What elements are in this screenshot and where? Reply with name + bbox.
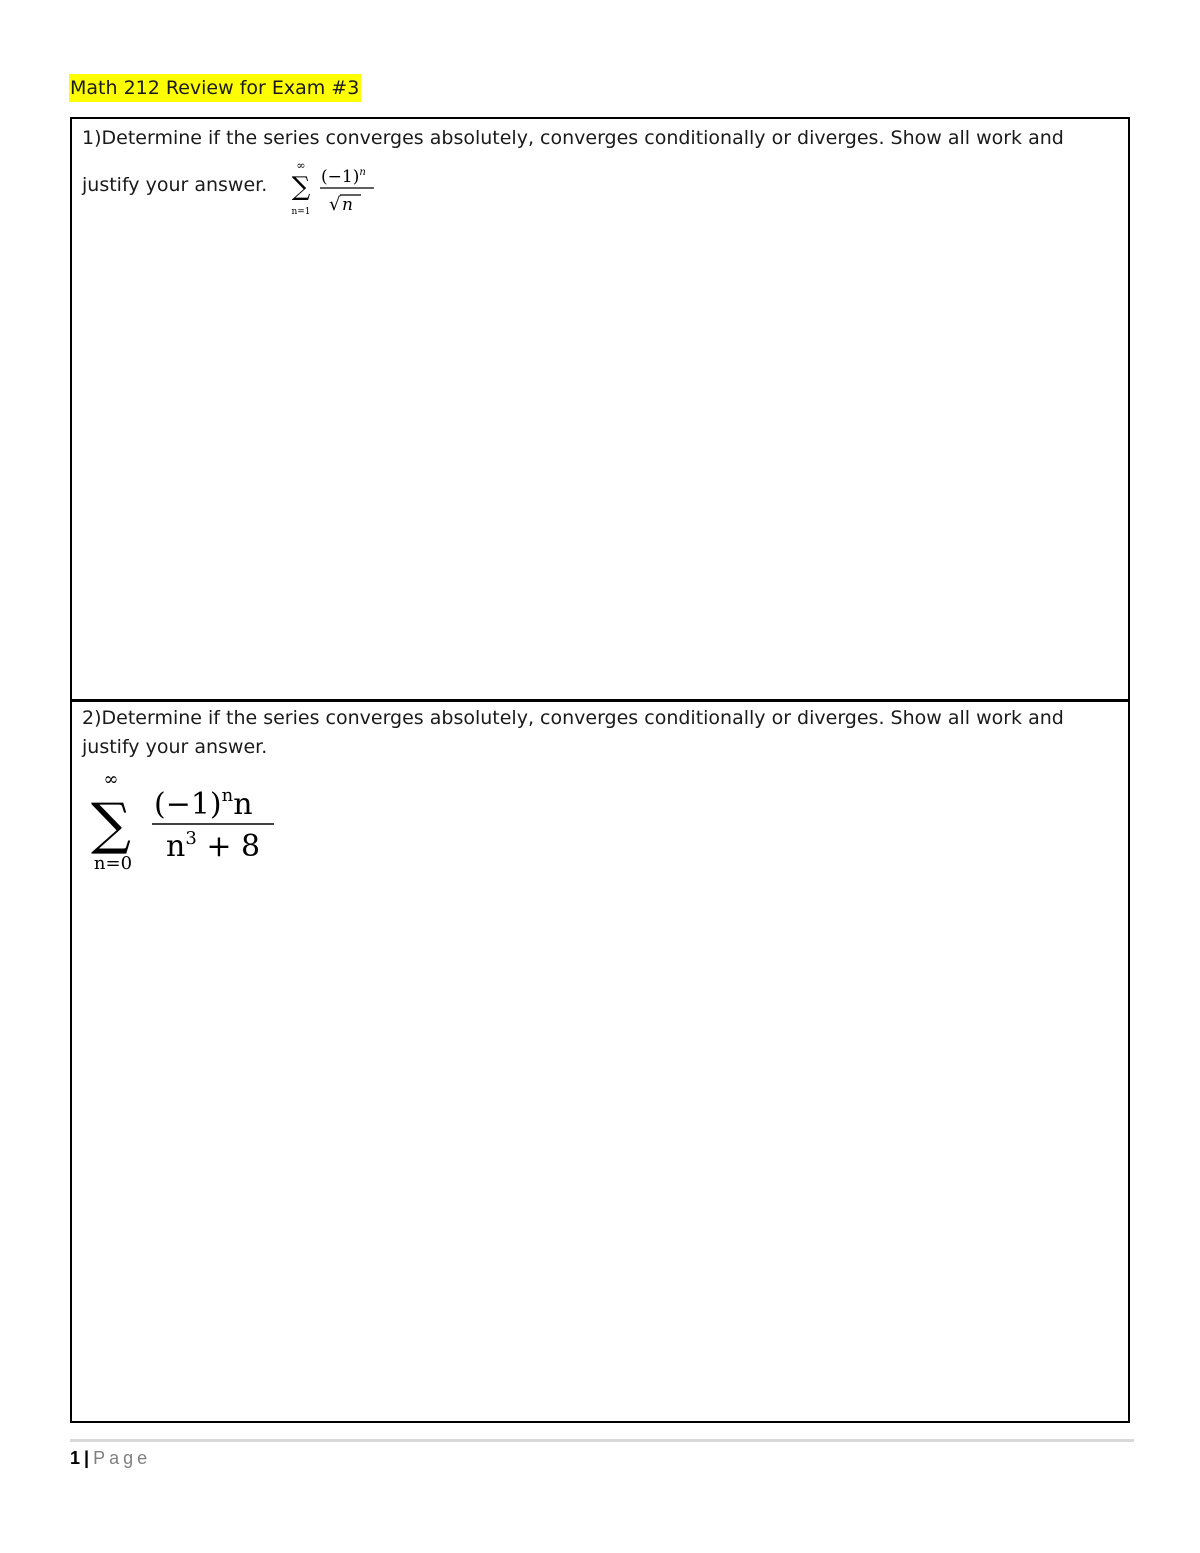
page-label: Page	[93, 1448, 152, 1468]
q2-denominator-tail: + 8	[196, 829, 261, 864]
q1-sum-lower-limit: n=1	[291, 207, 311, 217]
q2-sum-lower-limit: n=0	[93, 853, 133, 874]
q1-numerator-base: (−1)	[321, 167, 360, 187]
q2-sum-upper-limit: ∞	[103, 769, 119, 790]
question-2-formula	[84, 761, 284, 877]
question-1-text: 1)Determine if the series converges absolutely, converges conditionally or diverges. Show all work and	[82, 127, 1064, 149]
q2-numerator-tail: n	[233, 787, 253, 822]
q2-denominator	[166, 828, 260, 864]
page-number: 1	[70, 1448, 81, 1468]
q2-denominator-exponent: 3	[185, 828, 197, 849]
q2-sigma-symbol: ∑	[91, 792, 131, 857]
page-footer	[70, 1446, 151, 1470]
document-title: Math 212 Review for Exam #3	[69, 74, 361, 102]
q1-sigma-symbol: ∑	[291, 172, 311, 202]
footer-separator: |	[84, 1448, 90, 1468]
q2-numerator	[154, 785, 253, 822]
question-2-box	[70, 699, 1130, 1423]
q2-numerator-base: (−1)	[154, 787, 222, 822]
q1-numerator	[321, 167, 366, 187]
q2-denominator-base: n	[166, 829, 186, 864]
q2-numerator-exponent: n	[221, 785, 234, 806]
q1-sum-upper-limit: ∞	[296, 159, 306, 172]
footer-divider	[70, 1439, 1134, 1442]
question-1-box	[70, 117, 1130, 702]
question-1-formula	[284, 157, 374, 219]
question-1-text-continued: justify your answer.	[82, 174, 268, 196]
q1-numerator-exponent: n	[359, 167, 366, 178]
q1-radical-symbol: √	[329, 194, 341, 215]
question-2-text: 2)Determine if the series converges absolutely, converges conditionally or diverges. Show all work and justify your answer.	[82, 707, 1064, 758]
q1-denominator: n	[342, 195, 353, 215]
